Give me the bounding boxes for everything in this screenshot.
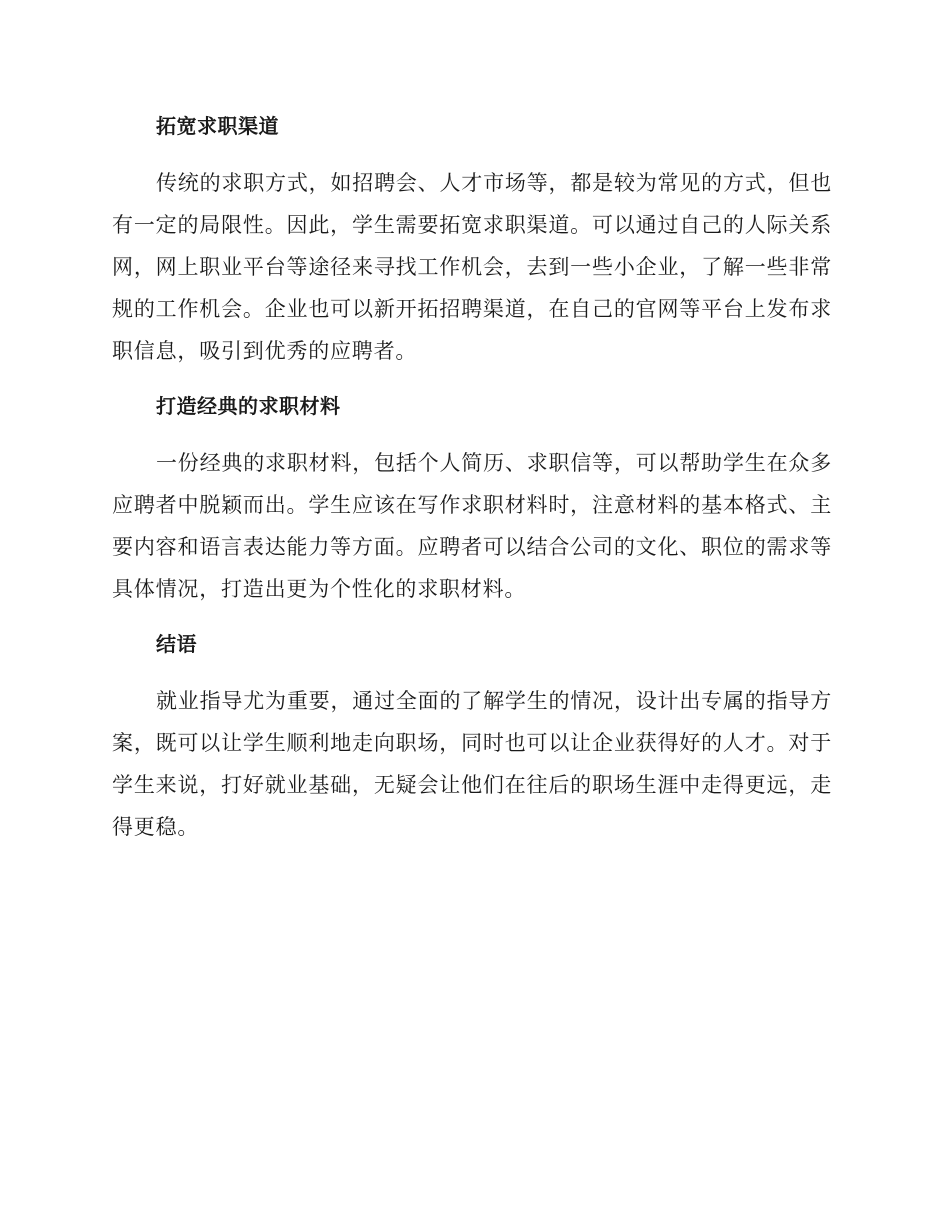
section-paragraph: 一份经典的求职材料，包括个人简历、求职信等，可以帮助学生在众多应聘者中脱颖而出。学生应该在写作求职材料时，注意材料的基本格式、主要内容和语言表达能力等方面。应聘者可以结合公司的文化、职位的需求等具体情况，打造出更为个性化的求职材料。 <box>112 451 832 601</box>
section-heading: 拓宽求职渠道 <box>156 114 279 138</box>
section-paragraph: 传统的求职方式，如招聘会、人才市场等，都是较为常见的方式，但也有一定的局限性。因此，学生需要拓宽求职渠道。可以通过自己的人际关系网，网上职业平台等途径来寻找工作机会，去到一些小企业，了解一些非常规的工作机会。企业也可以新开拓招聘渠道，在自己的官网等平台上发布求职信息，吸引到优秀的应聘者。 <box>112 171 832 363</box>
section-paragraph: 就业指导尤为重要，通过全面的了解学生的情况，设计出专属的指导方案，既可以让学生顺利地走向职场，同时也可以让企业获得好的人才。对于学生来说，打好就业基础，无疑会让他们在往后的职场生涯中走得更远，走得更稳。 <box>112 689 832 839</box>
section-heading: 结语 <box>156 632 197 656</box>
document-body <box>112 110 832 848</box>
section-heading: 打造经典的求职材料 <box>156 394 341 418</box>
